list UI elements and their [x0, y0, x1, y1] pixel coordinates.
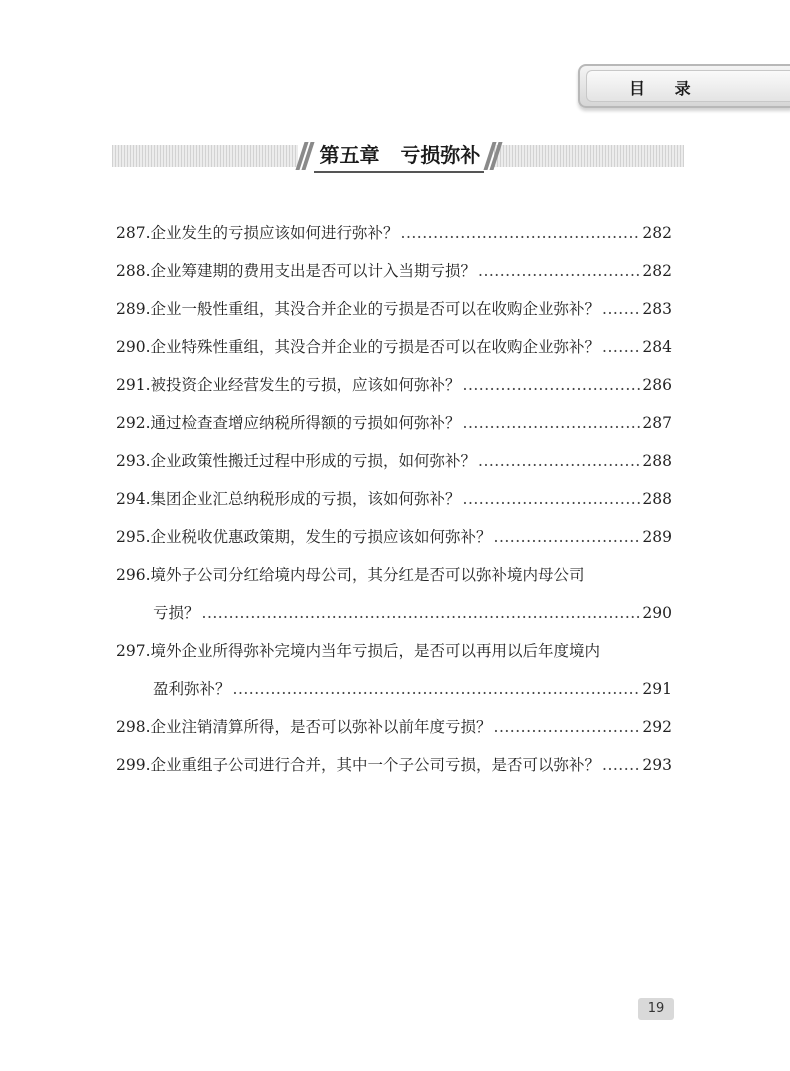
page-number-badge: 19	[638, 998, 674, 1020]
toc-title[interactable]: 企业政策性搬迁过程中形成的亏损，如何弥补？	[150, 452, 477, 470]
toc-number: 292.	[116, 414, 151, 432]
toc-leader-dots	[478, 442, 640, 480]
toc-title-continued[interactable]: 亏损？	[153, 604, 200, 622]
banner-stripe-left	[112, 145, 298, 167]
toc-number: 299.	[116, 756, 151, 774]
toc-number: 288.	[116, 262, 151, 280]
toc-page-number: 288	[642, 452, 672, 470]
chapter-underline	[314, 171, 484, 173]
toc-leader-dots	[463, 404, 641, 442]
toc-number: 291.	[116, 376, 151, 394]
toc-number: 296.	[116, 566, 151, 584]
toc-number: 287.	[116, 224, 151, 242]
toc-entry-297[interactable]	[116, 632, 672, 708]
toc-page-number: 289	[642, 528, 672, 546]
toc-page-number: 282	[642, 224, 672, 242]
toc-leader-dots	[602, 290, 640, 328]
toc-entry-287[interactable]	[116, 214, 672, 252]
toc-page-number: 291	[642, 680, 672, 698]
toc-leader-dots	[602, 328, 640, 366]
toc-leader-dots	[602, 746, 640, 784]
toc-title[interactable]: 企业特殊性重组，其没合并企业的亏损是否可以在收购企业弥补？	[150, 338, 601, 356]
toc-title[interactable]: 被投资企业经营发生的亏损，应该如何弥补？	[150, 376, 461, 394]
toc-title[interactable]: 企业筹建期的费用支出是否可以计入当期亏损？	[150, 262, 477, 280]
toc-leader-dots	[202, 594, 641, 632]
toc-leader-dots	[494, 518, 641, 556]
toc-page-number: 284	[642, 338, 672, 356]
toc-entry-291[interactable]	[116, 366, 672, 404]
toc-entry-299[interactable]	[116, 746, 672, 784]
toc-entry-289[interactable]	[116, 290, 672, 328]
toc-title[interactable]: 企业一般性重组，其没合并企业的亏损是否可以在收购企业弥补？	[150, 300, 601, 318]
toc-entry-293[interactable]	[116, 442, 672, 480]
toc-entry-295[interactable]	[116, 518, 672, 556]
toc-title[interactable]: 企业注销清算所得，是否可以弥补以前年度亏损？	[150, 718, 492, 736]
toc-entry-290[interactable]	[116, 328, 672, 366]
toc-title[interactable]: 境外子公司分红给境内母公司，其分红是否可以弥补境内母公司	[150, 566, 585, 584]
toc-number: 289.	[116, 300, 151, 318]
toc-page-number: 287	[642, 414, 672, 432]
toc-leader-dots	[463, 480, 641, 518]
chapter-title: 第五章 亏损弥补	[319, 143, 481, 167]
toc-page-number: 293	[642, 756, 672, 774]
toc-number: 294.	[116, 490, 151, 508]
toc-number: 298.	[116, 718, 151, 736]
section-tab	[578, 64, 790, 108]
toc-page-number: 290	[642, 604, 672, 622]
toc-leader-dots	[494, 708, 641, 746]
toc-page-number: 286	[642, 376, 672, 394]
toc-title[interactable]: 通过检查查增应纳税所得额的亏损如何弥补？	[150, 414, 461, 432]
toc-number: 290.	[116, 338, 151, 356]
section-title: 目 录	[629, 79, 703, 98]
toc-title[interactable]: 企业发生的亏损应该如何进行弥补？	[150, 224, 399, 242]
toc-leader-dots	[478, 252, 640, 290]
toc-page-number: 288	[642, 490, 672, 508]
toc-leader-dots	[233, 670, 641, 708]
table-of-contents	[116, 214, 672, 784]
toc-title[interactable]: 境外企业所得弥补完境内当年亏损后，是否可以再用以后年度境内	[150, 642, 601, 660]
toc-title[interactable]: 企业税收优惠政策期，发生的亏损应该如何弥补？	[150, 528, 492, 546]
toc-leader-dots	[401, 214, 641, 252]
toc-title[interactable]: 集团企业汇总纳税形成的亏损，该如何弥补？	[150, 490, 461, 508]
chapter-banner	[112, 138, 684, 174]
toc-number: 293.	[116, 452, 151, 470]
toc-number: 297.	[116, 642, 151, 660]
toc-page-number: 283	[642, 300, 672, 318]
toc-page-number: 282	[642, 262, 672, 280]
banner-stripe-right	[494, 145, 684, 167]
toc-number: 295.	[116, 528, 151, 546]
toc-entry-294[interactable]	[116, 480, 672, 518]
toc-page-number: 292	[642, 718, 672, 736]
toc-leader-dots	[463, 366, 641, 404]
toc-entry-288[interactable]	[116, 252, 672, 290]
toc-entry-292[interactable]	[116, 404, 672, 442]
toc-entry-296[interactable]	[116, 556, 672, 632]
section-tab-inner	[586, 70, 790, 102]
toc-title[interactable]: 企业重组子公司进行合并，其中一个子公司亏损，是否可以弥补？	[150, 756, 601, 774]
toc-entry-298[interactable]	[116, 708, 672, 746]
toc-title-continued[interactable]: 盈利弥补？	[153, 680, 231, 698]
